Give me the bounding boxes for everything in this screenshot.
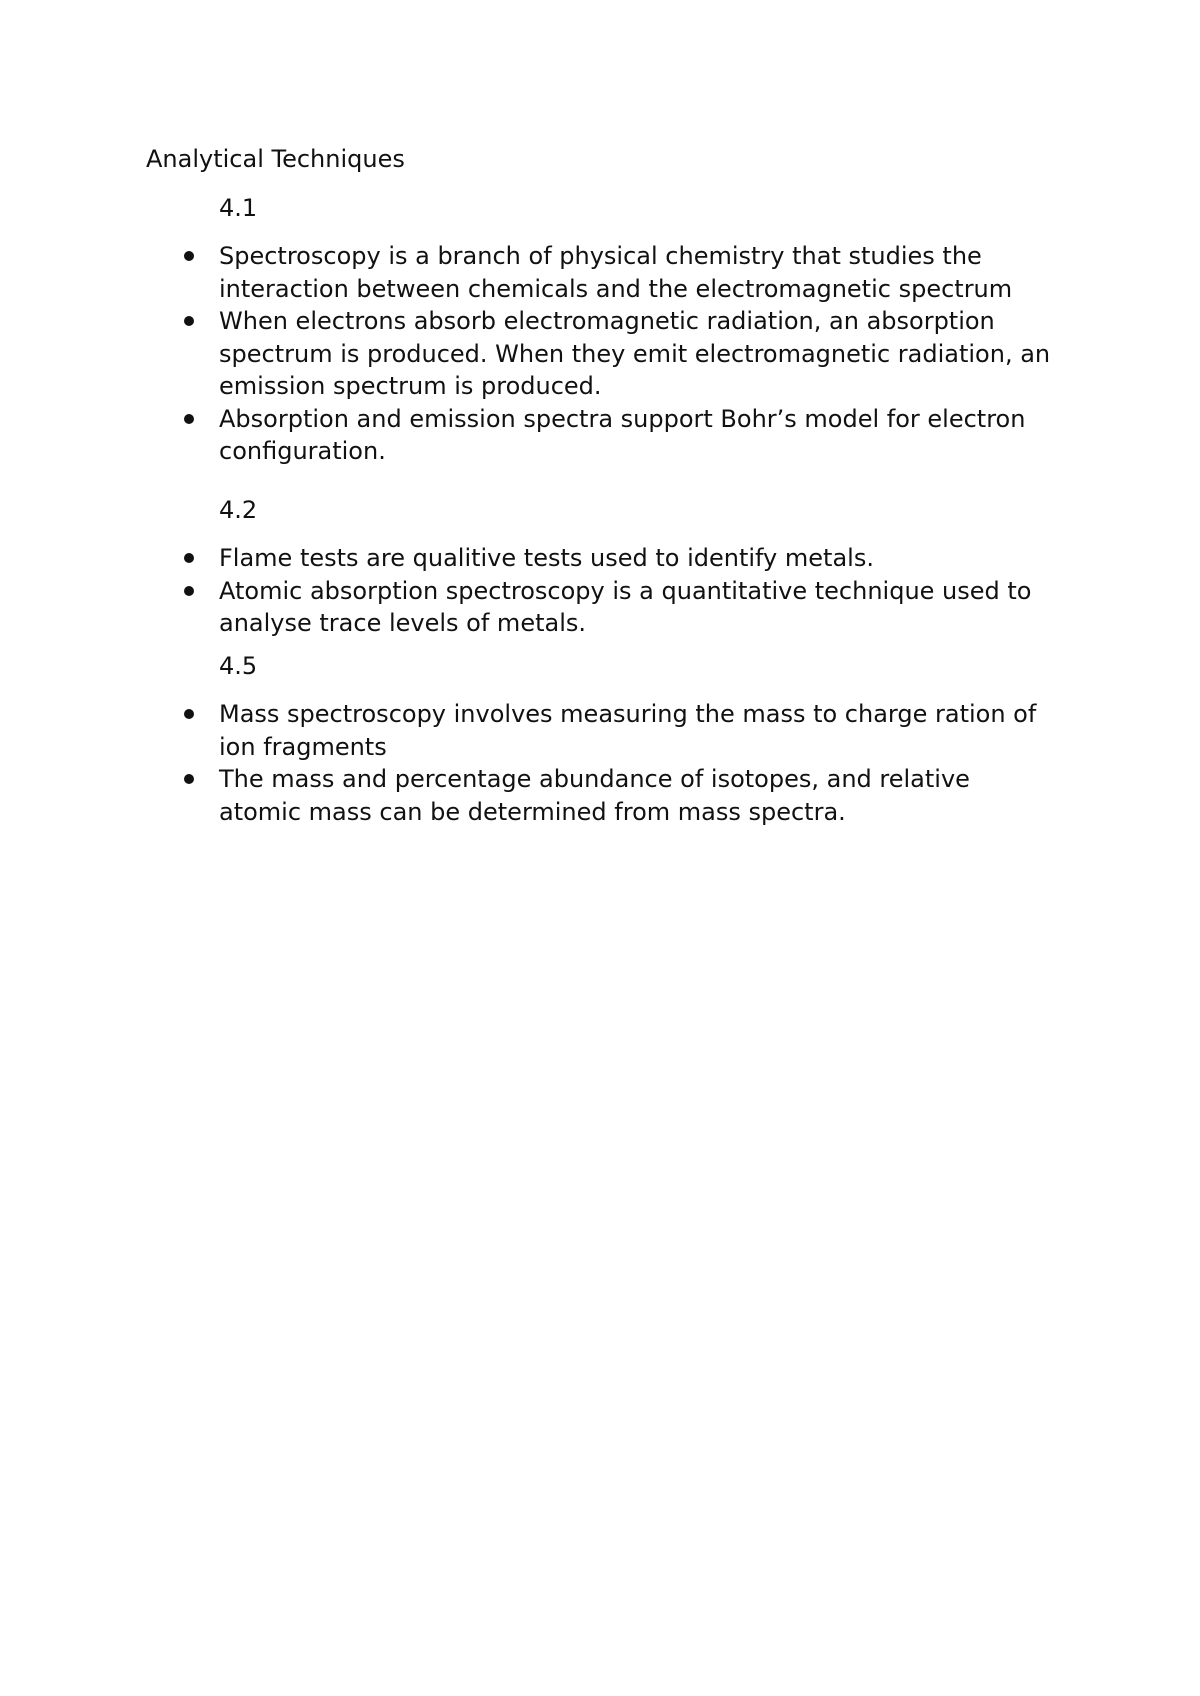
list-item-text: When electrons absorb electromagnetic radiation, an absorption spectrum is produced. When they emit electromagnetic radiation, an emission spectrum is produced. [219, 307, 1051, 400]
bullet-icon [184, 586, 194, 596]
list-item-text: Spectroscopy is a branch of physical chemistry that studies the interaction between chemicals and the electromagnetic spectrum [219, 242, 1013, 303]
list-item-text: Mass spectroscopy involves measuring the mass to charge ration of ion fragments [219, 700, 1037, 761]
list-item-text: The mass and percentage abundance of isotopes, and relative atomic mass can be determined from mass spectra. [219, 765, 970, 826]
section-number: 4.1 [219, 194, 258, 222]
list-item [0, 575, 1059, 640]
list-item-text: Absorption and emission spectra support Bohr’s model for electron configuration. [219, 404, 1026, 465]
list-item [0, 763, 1059, 828]
bullet-icon [184, 774, 194, 784]
bullet-list [0, 542, 1059, 640]
section-number: 4.5 [219, 652, 258, 680]
list-item [0, 403, 1059, 468]
bullet-icon [184, 709, 194, 719]
bullet-icon [184, 553, 194, 563]
list-item-text: Flame tests are qualitive tests used to identify metals. [219, 544, 874, 572]
section-number: 4.2 [219, 496, 258, 524]
list-item-text: Atomic absorption spectroscopy is a quantitative technique used to analyse trace levels of metals. [219, 576, 1032, 637]
bullet-icon [184, 414, 194, 424]
bullet-list [0, 698, 1059, 828]
list-item [0, 240, 1059, 305]
bullet-icon [184, 251, 194, 261]
document-title: Analytical Techniques [146, 145, 405, 173]
list-item [0, 305, 1059, 403]
list-item [0, 542, 1059, 575]
bullet-list [0, 240, 1059, 468]
bullet-icon [184, 316, 194, 326]
list-item [0, 698, 1059, 763]
